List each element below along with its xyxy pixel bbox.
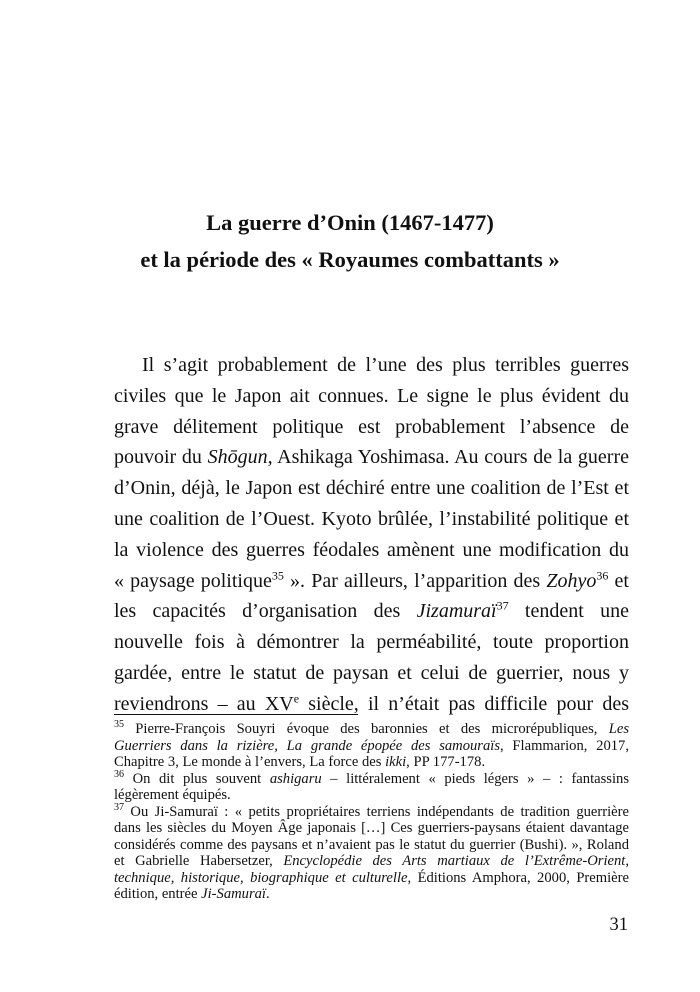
italic-term: Jizamuraï (416, 600, 497, 623)
text-line: la violence des guerres féodales amènent une modification du (114, 538, 629, 561)
footnote-separator (114, 714, 358, 715)
footnote-line: Chapitre 3, Le monde à l’envers, La force des ikki, PP 177-178. (114, 754, 486, 770)
text-line: reviendrons – au XVe siècle, il n’était pas difficile pour des (114, 691, 629, 715)
footnote-line: considérés comme des paysans et n’avaient pas le statut du guerrier (Bushi). », Roland (114, 836, 629, 853)
footnote-line: édition, entrée Ji-Samuraï. (114, 886, 270, 902)
text-line: « paysage politique$^{35}$ ». Par ailleurs, l’apparition des Zohyo$^{36}$ et (114, 567, 629, 592)
text-line: civiles que le Japon ait connues. Le signe le plus évident du (114, 384, 629, 407)
footnote-line: dans les siècles du Moyen Âge japonais […] Ces guerriers-paysans étaient davantage (114, 820, 629, 836)
footnote-ref[interactable]: 36 (596, 567, 609, 582)
text-line: gardée, entre le statut de paysan et celui de guerrier, nous y (114, 661, 629, 684)
footnote-ref[interactable]: 35 (271, 567, 284, 582)
text-line: les capacités d’organisation des Jizamuraï$^{37}$ tendent une (114, 598, 629, 623)
text-line: pouvoir du Shōgun, Ashikaga Yoshimasa. Au cours de la guerre (114, 446, 629, 469)
text-line: grave délitement politique est probablement l’absence de (114, 415, 629, 438)
footnote-35: $^{35}$ Pierre-François Souyri évoque des baronnies et des microrépubliques, Les (114, 719, 629, 737)
footnote-line: technique, historique, biographique et culturelle, Éditions Amphora, 2000, Première (114, 869, 629, 886)
superscript: e (293, 691, 300, 706)
italic-term: Zohyo (546, 569, 597, 592)
footnote-37: $^{37}$ Ou Ji-Samuraï : « petits propriétaires terriens indépendants de tradition guerrière (114, 801, 629, 820)
footnote-line: et Gabrielle Habersetzer, Encyclopédie des Arts martiaux de l’Extrême-Orient, (114, 853, 629, 869)
heading-line-1: La guerre d’Onin (1467-1477) (206, 210, 494, 235)
body-paragraph (114, 350, 629, 720)
page-number: 31 (609, 915, 628, 935)
text-line: d’Onin, déjà, le Japon est déchiré entre une coalition de l’Est et (114, 477, 629, 500)
text-line: nouvelle fois à démontrer la perméabilité, toute proportion (114, 631, 629, 654)
chapter-heading (0, 204, 700, 278)
footnote-36: $^{36}$ On dit plus souvent ashigaru – littéralement « pieds légers » – : fantassins (114, 768, 630, 787)
footnote-line: Guerriers dans la rizière, La grande épopée des samouraïs, Flammarion, 2017, (114, 737, 629, 754)
text-line: une coalition de l’Ouest. Kyoto brûlée, l’instabilité politique et (114, 507, 629, 530)
italic-term: Shōgun (207, 446, 268, 469)
footnotes (114, 721, 629, 903)
heading-line-2: et la période des « Royaumes combattants » (140, 247, 560, 272)
text-line: Il s’agit probablement de l’une des plus terribles guerres (142, 354, 629, 376)
footnote-line: légèrement équipés. (114, 787, 231, 803)
footnote-ref[interactable]: 37 (496, 598, 509, 613)
